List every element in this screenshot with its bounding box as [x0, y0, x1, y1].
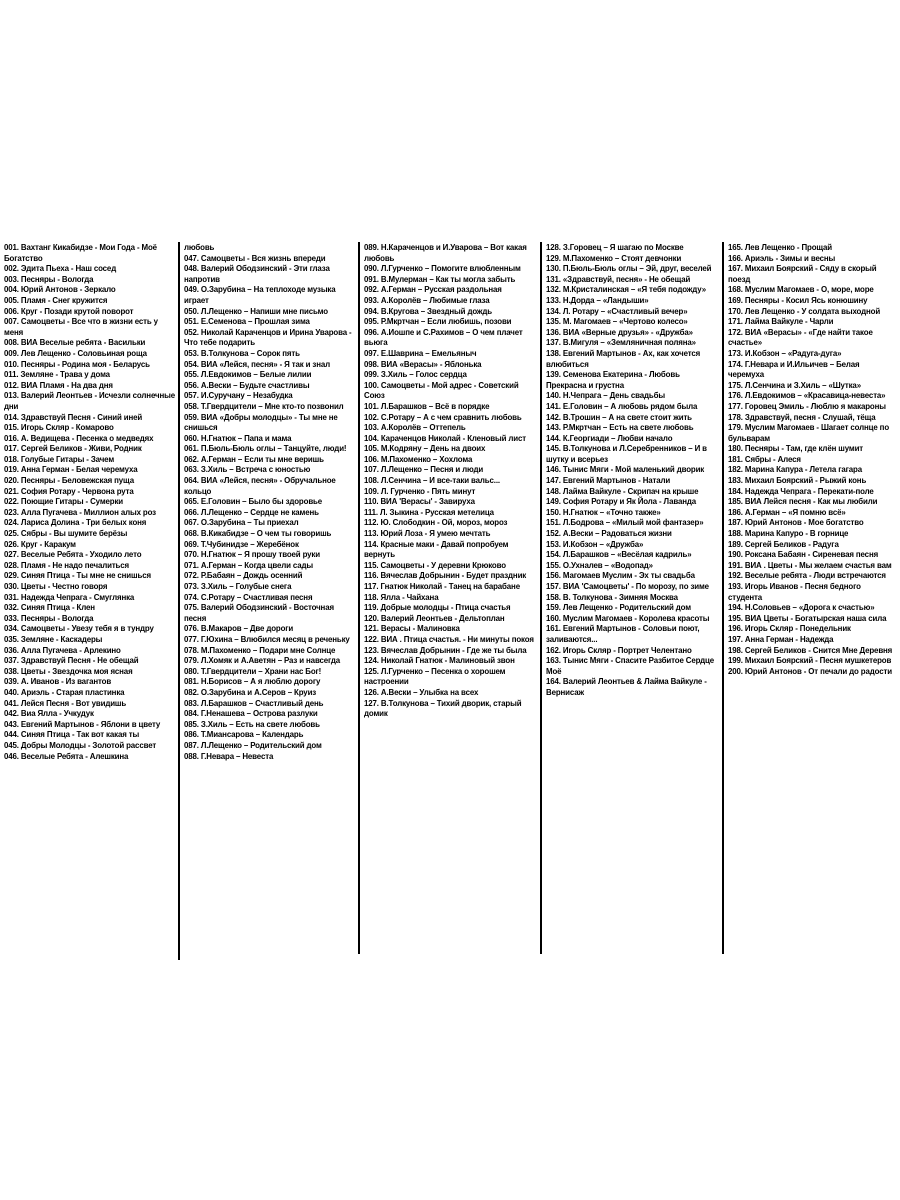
song-entry: 108. Л.Сенчина – И все-таки вальс... — [364, 475, 500, 486]
song-entry: 089. Н.Караченцов и И.Уварова – Вот какая любовь — [364, 242, 527, 263]
song-entry: 154. Л.Барашков – «Весёлая кадриль» — [546, 549, 692, 560]
song-entry: 004. Юрий Антонов - Зеркало — [4, 284, 116, 295]
song-entry: 057. И.Суручану – Незабудка — [184, 390, 293, 401]
song-list — [184, 242, 355, 761]
song-entry: 078. М.Пахоменко – Подари мне Солнце — [184, 644, 336, 655]
song-list — [546, 242, 719, 698]
song-entry: 196. Игорь Скляр - Понедельник — [728, 623, 851, 634]
song-entry: 120. Валерий Леонтьев - Дельтоплан — [364, 612, 505, 623]
song-entry: 093. А.Королёв – Любимые глаза — [364, 294, 490, 305]
song-entry: 077. Г.Юхина – Влюбился месяц в реченьку — [184, 633, 350, 644]
song-entry: 059. ВИА «Добры молодцы» - Ты мне не снишься — [184, 411, 338, 433]
song-entry: 073. З.Хиль – Голубые снега — [184, 581, 292, 591]
song-entry: 147. Евгений Мартынов - Натали — [546, 475, 671, 486]
song-entry: 143. Р.Мкртчан – Есть на свете любовь — [546, 422, 694, 433]
song-entry: 042. Виа Ялла - Учкудук — [4, 708, 94, 719]
song-entry: 039. А. Иванов - Из вагантов — [4, 676, 112, 687]
song-entry: 122. ВИА . Птица счастья. - Ни минуты покоя — [364, 633, 534, 644]
song-entry: 041. Лейся Песня - Вот увидишь — [4, 697, 127, 708]
song-entry: 031. Надежда Чепрага - Смуглянка — [4, 591, 135, 602]
song-entry: 021. София Ротару - Червона рута — [4, 485, 134, 496]
song-entry: 161. Евгений Мартынов - Соловьи поют, заливаются... — [546, 623, 700, 644]
song-entry: 040. Ариэль - Старая пластинка — [4, 686, 125, 697]
song-entry: 129. М.Пахоменко – Стоят девчонки — [546, 252, 682, 263]
song-entry: 086. Т.Миансарова – Календарь — [184, 729, 304, 740]
song-entry: 015. Игорь Скляр - Комарово — [4, 422, 114, 433]
song-entry: 109. Л. Гурченко - Пять минут — [364, 485, 476, 496]
song-entry: 027. Веселые Ребята - Уходило лето — [4, 549, 142, 560]
song-entry: 072. Р.Бабаян – Дождь осенний — [184, 570, 303, 581]
song-entry: 105. М.Кодряну – День на двоих — [364, 443, 486, 454]
song-entry: 106. М.Пахоменко – Хохлома — [364, 453, 473, 464]
song-entry: 024. Лариса Долина - Три белых коня — [4, 517, 147, 528]
song-entry: 182. Марина Капура - Летела гагара — [728, 464, 863, 475]
song-entry: 148. Лайма Вайкуле - Скрипач на крыше — [546, 485, 699, 496]
song-entry: 191. ВИА . Цветы - Мы желаем счастья вам — [728, 559, 892, 570]
song-entry: 172. ВИА «Верасы» - «Где найти такое счастье» — [728, 326, 873, 348]
song-entry: 043. Евгений Мартынов - Яблони в цвету — [4, 718, 161, 729]
song-entry: 195. ВИА Цветы - Богатырская наша сила — [728, 612, 887, 623]
song-entry: 064. ВИА «Лейся, песня» - Обручальное кольцо — [184, 475, 336, 496]
song-entry: 090. Л.Гурченко – Помогите влюбленным — [364, 263, 521, 274]
song-entry: 118. Ялла - Чайхана — [364, 591, 439, 602]
song-entry: 068. В.Кикабидзе – О чем ты говоришь — [184, 528, 332, 539]
song-entry: 160. Муслим Магомаев - Королева красоты — [546, 612, 710, 623]
song-entry: 023. Алла Пугачева - Миллион алых роз — [4, 506, 156, 517]
song-entry: 067. О.Зарубина – Ты приехал — [184, 517, 299, 528]
song-entry: 198. Сергей Беликов - Снится Мне Деревня — [728, 644, 893, 655]
song-entry: 138. Евгений Мартынов - Ах, как хочется влюбиться — [546, 347, 701, 369]
song-entry: 180. Песняры - Там, где клён шумит — [728, 443, 864, 454]
song-entry: любовь — [184, 242, 215, 252]
song-entry: 133. Н.Дорда – «Ландыши» — [546, 294, 649, 305]
song-entry: 044. Синяя Птица - Так вот какая ты — [4, 729, 140, 740]
song-entry: 127. В.Толкунова – Тихий дворик, старый домик — [364, 697, 522, 719]
song-entry: 017. Сергей Беликов - Живи, Родник — [4, 443, 142, 454]
song-entry: 162. Игорь Скляр - Портрет Челентано — [546, 644, 692, 655]
song-entry: 085. З.Хиль – Есть на свете любовь — [184, 718, 320, 729]
song-entry: 164. Валерий Леонтьев & Лайма Вайкуле - Вернисаж — [546, 676, 707, 697]
song-entry: 087. Л.Лещенко – Родительский дом — [184, 739, 322, 750]
song-entry: 091. В.Мулерман – Как ты могла забыть — [364, 273, 516, 284]
song-entry: 095. Р.Мкртчан – Если любишь, позови — [364, 316, 512, 327]
song-entry: 155. О.Ухналев – «Водопад» — [546, 559, 653, 570]
song-entry: 096. А.Иошпе и С.Рахимов – О чем плачет вьюга — [364, 326, 523, 348]
song-entry: 183. Михаил Боярский - Рыжий конь — [728, 475, 867, 486]
song-entry: 003. Песняры - Вологда — [4, 273, 94, 284]
song-entry: 131. «Здравствуй, песня» - Не обещай — [546, 273, 691, 284]
song-entry: 192. Веселые ребята - Люди встречаются — [728, 570, 886, 581]
song-entry: 007. Самоцветы - Все что в жизни есть у меня — [4, 316, 158, 337]
song-column-5 — [722, 242, 900, 954]
song-entry: 033. Песняры - Вологда — [4, 612, 94, 623]
song-entry: 058. Т.Гвердцители – Мне кто-то позвонил — [184, 400, 344, 411]
song-entry: 163. Тынис Мяги - Спасите Разбитое Сердце Моё — [546, 655, 714, 676]
song-entry: 029. Синяя Птица - Ты мне не снишься — [4, 570, 151, 581]
song-entry: 101. Л.Барашков – Всё в порядке — [364, 400, 490, 411]
song-entry: 080. Т.Гвердцители – Храни нас Бог! — [184, 665, 322, 676]
song-entry: 188. Марина Капуро - В горнице — [728, 528, 849, 539]
song-entry: 149. София Ротару и Як Йола - Лаванда — [546, 496, 697, 507]
song-list — [364, 242, 537, 719]
song-entry: 186. А.Герман – «Я помню всё» — [728, 506, 846, 517]
song-entry: 056. А.Вески – Будьте счастливы — [184, 379, 310, 390]
song-entry: 030. Цветы - Честно говоря — [4, 581, 108, 591]
song-entry: 171. Лайма Вайкуле - Чарли — [728, 316, 834, 327]
song-entry: 159. Лев Лещенко - Родительский дом — [546, 602, 691, 613]
song-entry: 020. Песняры - Беловежская пуща — [4, 475, 134, 486]
song-entry: 011. Земляне - Трава у дома — [4, 369, 110, 380]
song-entry: 026. Круг - Каракум — [4, 538, 76, 549]
song-entry: 079. Л.Хомяк и А.Аветян – Раз и навсегда — [184, 655, 340, 666]
song-entry: 146. Тынис Мяги - Мой маленький дворик — [546, 464, 705, 475]
song-entry: 076. В.Макаров – Две дороги — [184, 623, 294, 634]
song-entry: 028. Пламя - Не надо печалиться — [4, 559, 130, 570]
song-entry: 084. Г.Ненашева – Острова разлуки — [184, 708, 318, 719]
song-entry: 018. Голубые Гитары - Зачем — [4, 453, 115, 464]
song-entry: 063. З.Хиль – Встреча с юностью — [184, 464, 311, 475]
song-entry: 157. ВИА 'Самоцветы' - По морозу, по зиме — [546, 581, 709, 591]
song-entry: 193. Игорь Иванов - Песня бедного студента — [728, 581, 861, 602]
song-entry: 012. ВИА Пламя - На два дня — [4, 379, 113, 390]
song-entry: 167. Михаил Боярский - Сяду в скорый поезд — [728, 263, 877, 284]
song-entry: 107. Л.Лещенко – Песня и люди — [364, 464, 484, 475]
song-entry: 181. Сябры - Алеся — [728, 453, 801, 464]
song-entry: 094. В.Кругова – Звездный дождь — [364, 305, 492, 316]
song-entry: 128. З.Горовец – Я шагаю по Москве — [546, 242, 684, 252]
song-entry: 060. Н.Гнатюк – Папа и мама — [184, 432, 292, 443]
song-entry: 074. С.Ротару – Счастливая песня — [184, 591, 313, 602]
song-entry: 006. Круг - Позади крутой поворот — [4, 305, 134, 316]
song-entry: 092. А.Герман – Русская раздольная — [364, 284, 502, 295]
song-entry: 178. Здравствуй, песня - Слушай, тёща — [728, 411, 876, 422]
song-entry: 083. Л.Барашков – Счастливый день — [184, 697, 324, 708]
song-entry: 008. ВИА Веселые ребята - Васильки — [4, 337, 146, 348]
song-entry: 115. Самоцветы - У деревни Крюково — [364, 559, 506, 570]
song-entry: 103. А.Королёв – Оттепель — [364, 422, 466, 433]
song-entry: 110. ВИА 'Верасы' - Завируха — [364, 496, 475, 507]
song-entry: 019. Анна Герман - Белая черемуха — [4, 464, 138, 475]
song-entry: 061. П.Бюль-Бюль оглы – Танцуйте, люди! — [184, 443, 347, 454]
song-entry: 098. ВИА «Верасы» - Яблонька — [364, 358, 482, 369]
song-entry: 184. Надежда Чепрага - Перекати-поле — [728, 485, 874, 496]
song-entry: 013. Валерий Леонтьев - Исчезли солнечные дни — [4, 390, 175, 411]
song-entry: 139. Семенова Екатерина - Любовь Прекрасна и грустна — [546, 369, 680, 390]
song-entry: 104. Караченцов Николай - Кленовый лист — [364, 432, 526, 443]
song-entry: 066. Л.Лещенко – Сердце не камень — [184, 506, 319, 517]
song-entry: 174. Г.Невара и И.Ильичев – Белая черемуха — [728, 358, 860, 380]
song-entry: 038. Цветы - Звездочка моя ясная — [4, 665, 133, 676]
song-entry: 170. Лев Лещенко - У солдата выходной — [728, 305, 881, 316]
song-entry: 009. Лев Лещенко - Соловьиная роща — [4, 347, 147, 358]
song-entry: 081. Н.Борисов – А я люблю дорогу — [184, 676, 321, 687]
song-entry: 053. В.Толкунова – Сорок пять — [184, 347, 300, 358]
song-entry: 187. Юрий Антонов - Мое богатство — [728, 517, 864, 528]
song-entry: 141. Е.Головин – А любовь рядом была — [546, 400, 698, 411]
song-entry: 082. О.Зарубина и А.Серов – Круиз — [184, 686, 317, 697]
song-entry: 100. Самоцветы - Мой адрес - Советский Союз — [364, 379, 519, 401]
song-entry: 173. И.Кобзон – «Радуга-дуга» — [728, 347, 842, 358]
song-entry: 114. Красные маки - Давай попробуем вернуть — [364, 538, 509, 560]
song-entry: 197. Анна Герман - Надежда — [728, 633, 834, 644]
song-column-4 — [540, 242, 722, 954]
song-entry: 112. Ю. Слободкин - Ой, мороз, мороз — [364, 517, 508, 528]
song-entry: 102. С.Ротару – А с чем сравнить любовь — [364, 411, 522, 422]
song-entry: 048. Валерий Ободзинский - Эти глаза напротив — [184, 263, 330, 284]
song-entry: 071. А.Герман – Когда цвели сады — [184, 559, 314, 570]
song-entry: 145. В.Толкунова и Л.Серебренников – И в шутку и всерьез — [546, 443, 707, 464]
song-entry: 194. Н.Соловьев – «Дорога к счастью» — [728, 602, 875, 613]
song-entry: 054. ВИА «Лейся, песня» - Я так и знал — [184, 358, 331, 369]
song-entry: 125. Л.Гурченко – Песенка о хорошем настроении — [364, 665, 506, 687]
song-entry: 036. Алла Пугачева - Арлекино — [4, 644, 121, 655]
song-entry: 055. Л.Евдокимов – Белые лилии — [184, 369, 312, 380]
song-entry: 113. Юрий Лоза - Я умею мечтать — [364, 528, 491, 539]
song-entry: 097. Е.Шаврина – Емельяныч — [364, 347, 477, 358]
song-entry: 150. Н.Гнатюк – «Точно также» — [546, 506, 661, 517]
song-entry: 165. Лев Лещенко - Прощай — [728, 242, 833, 252]
song-entry: 126. А.Вески – Улыбка на всех — [364, 686, 479, 697]
song-entry: 189. Сергей Беликов - Радуга — [728, 538, 839, 549]
song-entry: 075. Валерий Ободзинский - Восточная песня — [184, 602, 334, 623]
song-entry: 022. Поющие Гитары - Сумерки — [4, 496, 124, 507]
song-entry: 144. К.Георгиади – Любви начало — [546, 432, 673, 443]
song-entry: 134. Л. Ротару – «Счастливый вечер» — [546, 305, 688, 316]
song-entry: 025. Сябры - Вы шумите берёзы — [4, 528, 128, 539]
song-entry: 175. Л.Сенчина и З.Хиль – «Шутка» — [728, 379, 861, 390]
song-entry: 140. Н.Чепрага – День свадьбы — [546, 390, 665, 401]
song-entry: 046. Веселые Ребята - Алешкина — [4, 750, 129, 761]
song-list — [728, 242, 897, 676]
song-entry: 119. Добрые молодцы - Птица счастья — [364, 602, 511, 613]
song-entry: 016. А. Ведищева - Песенка о медведях — [4, 432, 154, 443]
song-entry: 151. Л.Бодрова – «Милый мой фантазер» — [546, 517, 704, 528]
song-entry: 062. А.Герман – Если ты мне веришь — [184, 453, 324, 464]
song-entry: 168. Муслим Магомаев - О, море, море — [728, 284, 874, 295]
song-entry: 099. З.Хиль – Голос сердца — [364, 369, 467, 380]
song-entry: 069. Т.Чубинидзе – Жеребёнок — [184, 538, 299, 549]
song-entry: 001. Вахтанг Кикабидзе - Мои Года - Моё Богатство — [4, 242, 157, 263]
song-entry: 142. В.Трошин – А на свете стоит жить — [546, 411, 692, 422]
song-entry: 199. Михаил Боярский - Песня мушкетеров — [728, 655, 892, 666]
song-entry: 014. Здравствуй Песня - Синий иней — [4, 411, 143, 422]
song-entry: 169. Песняры - Косил Ясь конюшину — [728, 294, 868, 305]
song-entry: 010. Песняры - Родина моя - Беларусь — [4, 358, 150, 369]
song-entry: 166. Ариэль - Зимы и весны — [728, 252, 836, 263]
song-entry: 088. Г.Невара – Невеста — [184, 750, 274, 761]
song-entry: 047. Самоцветы - Вся жизнь впереди — [184, 252, 326, 263]
song-entry: 153. И.Кобзон – «Дружба» — [546, 538, 644, 549]
song-entry: 052. Николай Караченцов и Ирина Уварова - Что тебе подарить — [184, 326, 352, 348]
song-entry: 152. А.Вески – Радоваться жизни — [546, 528, 672, 539]
song-entry: 132. М.Кристалинская – «Я тебя подожду» — [546, 284, 706, 295]
song-entry: 185. ВИА Лейся песня - Как мы любили — [728, 496, 878, 507]
song-column-3 — [358, 242, 540, 954]
song-entry: 130. П.Бюль-Бюль оглы – Эй, друг, веселей — [546, 263, 712, 274]
song-entry: 200. Юрий Антонов - От печали до радости — [728, 665, 892, 676]
song-entry: 116. Вячеслав Добрынин - Будет праздник — [364, 570, 527, 581]
song-entry: 070. Н.Гнатюк – Я прошу твоей руки — [184, 549, 320, 560]
song-entry: 117. Гнатюк Николай - Танец на барабане — [364, 581, 520, 591]
song-entry: 045. Добры Молодцы - Золотой рассвет — [4, 739, 157, 750]
song-entry: 111. Л. Зыкина - Русская метелица — [364, 506, 494, 517]
song-column-2 — [178, 242, 358, 960]
song-entry: 176. Л.Евдокимов – «Красавица-невеста» — [728, 390, 886, 401]
song-entry: 032. Синяя Птица - Клен — [4, 602, 95, 613]
song-entry: 034. Самоцветы - Увезу тебя я в тундру — [4, 623, 154, 634]
song-entry: 065. Е.Головин – Было бы здоровье — [184, 496, 323, 507]
song-entry: 136. ВИА «Верные друзья» - «Дружба» — [546, 326, 693, 337]
song-entry: 035. Земляне - Каскадеры — [4, 633, 103, 644]
song-entry: 002. Эдита Пьеха - Наш сосед — [4, 263, 117, 274]
song-entry: 005. Пламя - Снег кружится — [4, 294, 108, 305]
song-list — [4, 242, 177, 761]
song-entry: 177. Горовец Эмиль - Люблю я макароны — [728, 400, 886, 411]
song-column-1 — [0, 242, 180, 960]
song-entry: 124. Николай Гнатюк - Малиновый звон — [364, 655, 515, 666]
song-entry: 049. О.Зарубина – На теплоходе музыка играет — [184, 284, 336, 305]
song-entry: 051. Е.Семенова – Прошлая зима — [184, 316, 310, 327]
song-entry: 123. Вячеслав Добрынин - Где же ты была — [364, 644, 527, 655]
song-entry: 037. Здравствуй Песня - Не обещай — [4, 655, 139, 666]
song-entry: 156. Магомаев Муслим - Эх ты свадьба — [546, 570, 695, 581]
song-entry: 121. Верасы - Малиновка — [364, 623, 460, 634]
song-entry: 137. В.Мигуля – «Земляничная поляна» — [546, 337, 696, 348]
song-entry: 135. М. Магомаев – «Чертово колесо» — [546, 316, 688, 327]
song-entry: 179. Муслим Магомаев - Шагает солнце по бульварам — [728, 422, 890, 443]
song-entry: 158. В. Толкунова - Зимняя Москва — [546, 591, 678, 602]
song-entry: 050. Л.Лещенко – Напиши мне письмо — [184, 305, 328, 316]
song-entry: 190. Роксана Бабаян - Сиреневая песня — [728, 549, 879, 560]
